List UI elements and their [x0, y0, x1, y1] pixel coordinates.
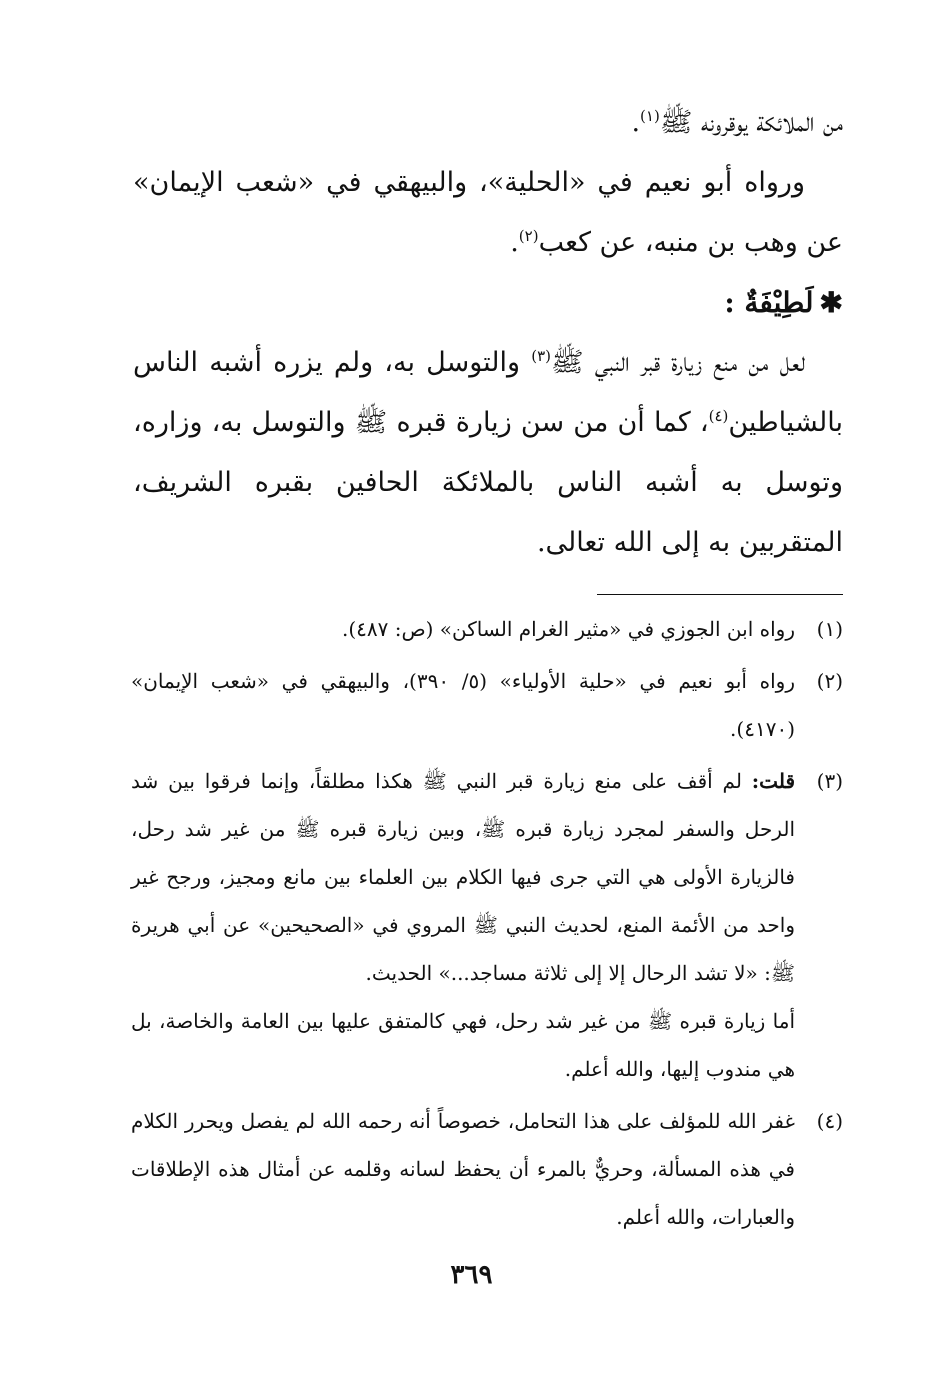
- footnote-body: [131, 605, 795, 653]
- paragraph-3-part-a: لعل من منع زيارة قبر النبي ﷺ: [551, 347, 805, 378]
- footnotes: [131, 605, 843, 1245]
- footnote-2: [131, 657, 843, 753]
- footnote-ref-3: (٣): [531, 347, 551, 365]
- footnote-ref-4: (٤): [708, 407, 729, 425]
- paragraph-3-part-c: ، كما أن من سن زيارة قبره ﷺ والتوسل به، وزاره، وتوسل به أشبه الناس بالملائكة الحافين بقبره الشريف، المتقربين به إلى الله تعالى.: [133, 407, 843, 558]
- footnote-number: (٤): [816, 1109, 843, 1133]
- main-text: [133, 93, 843, 573]
- footnote-ref-1: (١): [640, 107, 660, 125]
- paragraph-1-text: من الملائكة يوقرونه ﷺ: [659, 107, 843, 138]
- footnote-text: غفر الله للمؤلف على هذا التحامل، خصوصاً أنه رحمه الله لم يفصل ويحرر الكلام في هذه المسألة، وحريٌّ بالمرء أن يحفظ لسانه وقلمه عن أمثال هذه الإطلاقات والعبارات، والله أعلم.: [131, 1109, 795, 1229]
- asterisk-icon: ✱: [819, 286, 843, 319]
- footnote-body: [131, 1097, 795, 1241]
- footnote-body: [131, 757, 795, 1093]
- footnote-3: [131, 757, 843, 1093]
- section-heading: [133, 273, 843, 333]
- heading-text: لَطِيْفَةٌ :: [724, 286, 814, 319]
- footnote-paragraph-1: [131, 757, 795, 997]
- footnote-body: [131, 657, 795, 753]
- footnote-ref-2: (٢): [518, 227, 539, 245]
- paragraph-3-part-b: والتوسل به، ولم يزره أشبه الناس بالشياطين: [133, 347, 843, 438]
- page-number: ٣٦٩: [450, 1260, 493, 1290]
- footnote-text: رواه أبو نعيم في «حلية الأولياء» (٥/ ٣٩٠)، والبيهقي في «شعب الإيمان» (٤١٧٠).: [131, 669, 795, 741]
- footnote-text: رواه ابن الجوزي في «مثير الغرام الساكن» (ص: ٤٨٧).: [341, 617, 795, 641]
- footnote-number: (٣): [816, 769, 843, 793]
- footnote-4: [131, 1097, 843, 1241]
- footnote-1: [131, 605, 843, 653]
- footnote-number: (١): [816, 617, 843, 641]
- paragraph-2-end: .: [510, 227, 519, 258]
- footnote-lead: قلت:: [751, 769, 795, 793]
- paragraph-2-text: ورواه أبو نعيم في «الحلية»، والبيهقي في «شعب الإيمان» عن وهب بن منبه، عن كعب: [133, 167, 843, 258]
- footnote-divider: [597, 594, 843, 595]
- footnote-number: (٢): [816, 669, 843, 693]
- paragraph-3: [133, 333, 843, 573]
- paragraph-1-end: .: [631, 107, 641, 138]
- paragraph-1: [133, 93, 843, 153]
- paragraph-2: [133, 153, 843, 273]
- footnote-text: لم أقف على منع زيارة قبر النبي ﷺ هكذا مطلقاً، وإنما فرقوا بين شد الرحل والسفر لمجرد زيارة قبره ﷺ، وبين زيارة قبره ﷺ من غير شد رحل، فالزيارة الأولى هي التي جرى فيها الكلام بين العلماء بين مانع ومجيز، ورجح غير واحد من الأئمة المنع، لحديث النبي ﷺ المروي في «الصحيحين» عن أبي هريرة ﷺ: «لا تشد الرحال إلا إلى ثلاثة مساجد...» الحديث.: [131, 769, 795, 985]
- footnote-paragraph-2: أما زيارة قبره ﷺ من غير شد رحل، فهي كالمتفق عليها بين العامة والخاصة، بل هي مندوب إليها، والله أعلم.: [131, 1009, 795, 1081]
